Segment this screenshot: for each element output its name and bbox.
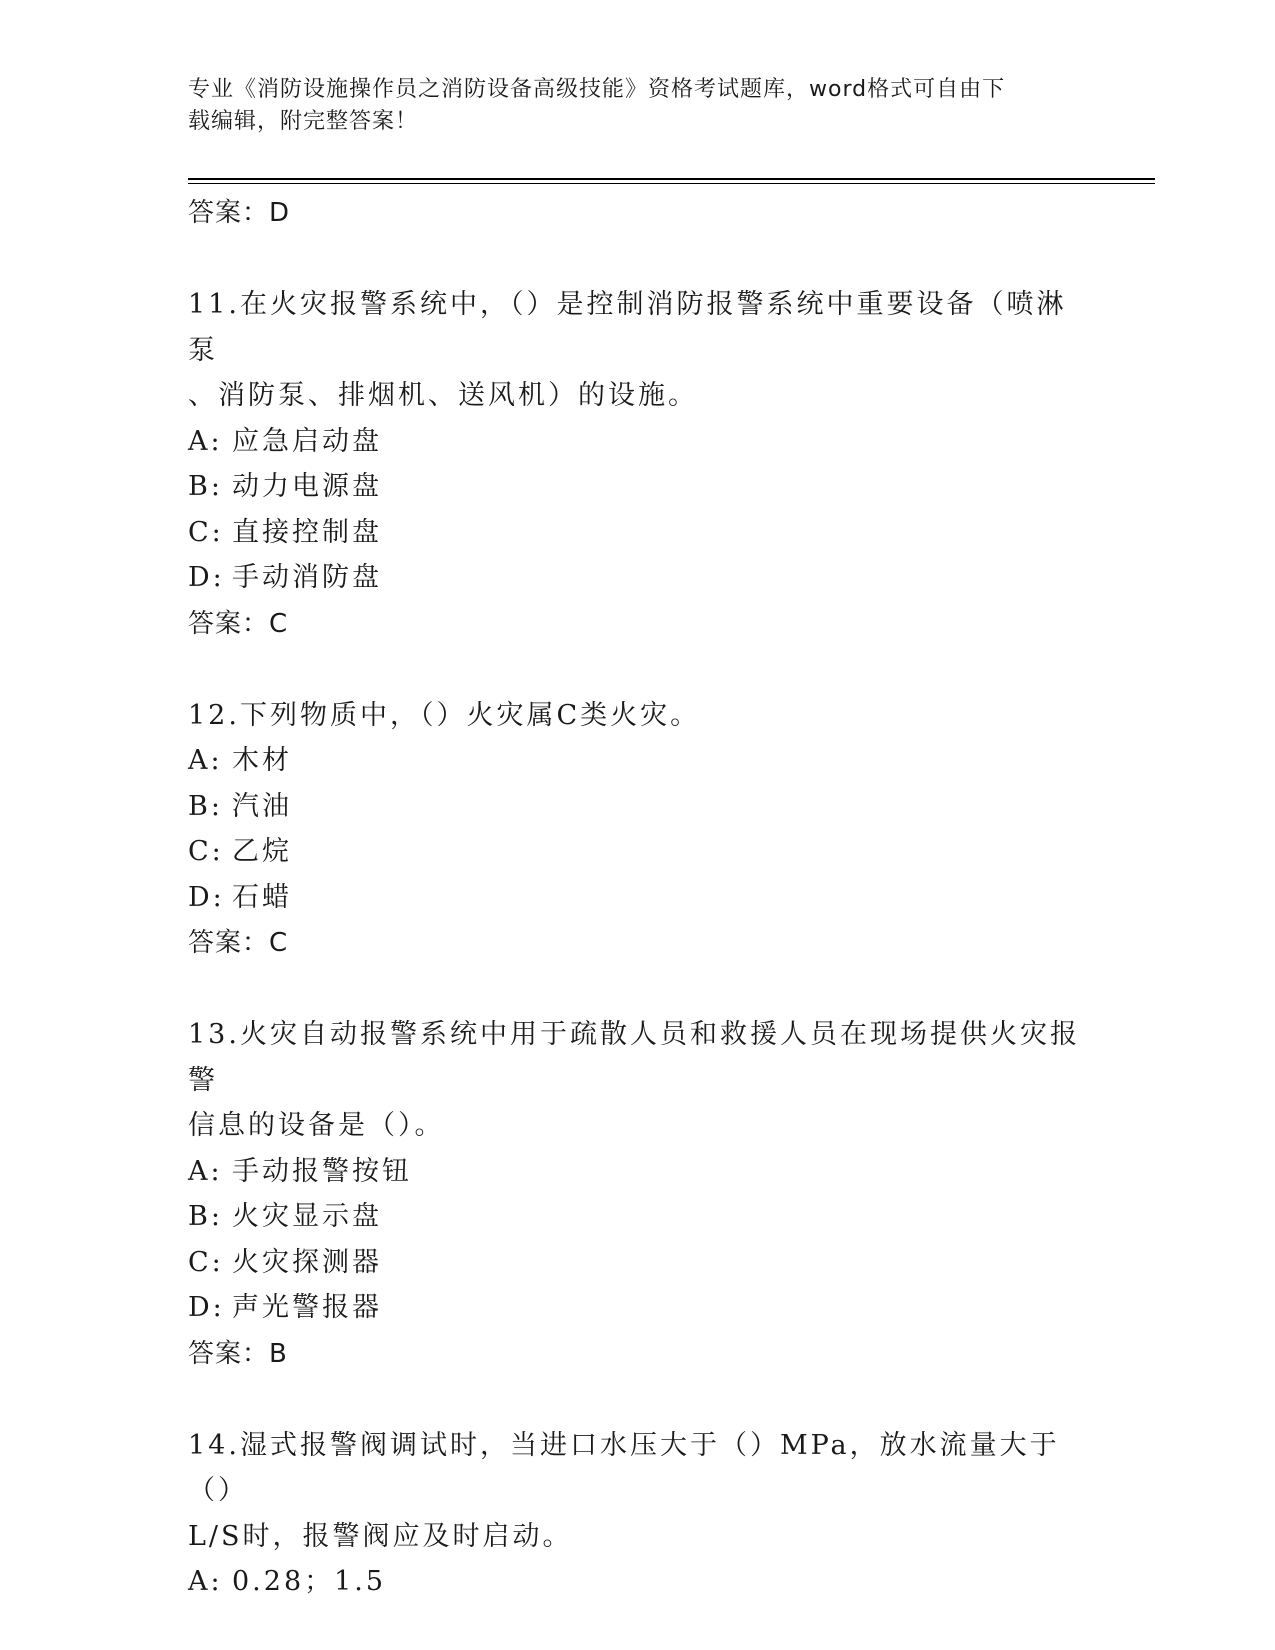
option-d xyxy=(188,1285,1088,1331)
question-stem xyxy=(188,1012,1088,1149)
option-text: 声光警报器 xyxy=(232,1292,382,1323)
option-text: 乙烷 xyxy=(232,836,292,867)
answer-line: 答案：C xyxy=(188,928,289,958)
answer-line: 答案：C xyxy=(188,608,289,639)
option-b xyxy=(188,784,1088,830)
question-stem-line-1: 11.在火灾报警系统中，（）是控制消防报警系统中重要设备（喷淋泵 xyxy=(188,289,1067,366)
option-text: 直接控制盘 xyxy=(232,516,382,548)
header-line-1: 专业《消防设施操作员之消防设备高级技能》资格考试题库，word格式可自由下 xyxy=(188,77,1006,102)
option-text: 木材 xyxy=(232,745,292,776)
option-b xyxy=(188,464,1088,510)
option-key: A: xyxy=(188,745,223,776)
option-key: B: xyxy=(188,1201,223,1232)
question-12 xyxy=(188,693,1088,967)
option-key: A: xyxy=(188,1155,223,1187)
option-text: 汽油 xyxy=(232,790,292,822)
question-stem-line-1: 13.火灾自动报警系统中用于疏散人员和救援人员在现场提供火灾报警 xyxy=(188,1019,1080,1096)
option-d xyxy=(188,875,1088,921)
option-text: 石蜡 xyxy=(232,881,292,913)
option-c xyxy=(188,829,1088,875)
header-line-2: 载编辑，附完整答案！ xyxy=(188,109,419,134)
option-text: 应急启动盘 xyxy=(232,425,382,457)
answer-line: 答案：B xyxy=(188,1338,288,1369)
question-stem xyxy=(188,693,1088,739)
question-stem-line-2: L/S时，报警阀应及时启动。 xyxy=(188,1520,573,1552)
question-stem-line-2: 、消防泵、排烟机、送风机）的设施。 xyxy=(188,380,698,411)
question-11 xyxy=(188,282,1088,647)
option-a xyxy=(188,1149,1088,1195)
option-key: A: xyxy=(188,1566,223,1597)
question-stem-line-1: 12.下列物质中，（）火灾属C类火灾。 xyxy=(188,699,701,731)
question-stem xyxy=(188,282,1088,419)
option-c xyxy=(188,510,1088,556)
question-list xyxy=(188,190,1088,1605)
option-key: C: xyxy=(188,516,224,548)
document-header xyxy=(188,74,1068,138)
option-b xyxy=(188,1194,1088,1240)
option-c xyxy=(188,1240,1088,1286)
option-a xyxy=(188,419,1088,465)
option-a xyxy=(188,738,1088,784)
option-key: C: xyxy=(188,836,224,867)
option-key: D: xyxy=(188,562,225,593)
header-rule-thin xyxy=(188,183,1155,184)
option-text: 0.28；1.5 xyxy=(232,1566,387,1597)
header-rule-thick xyxy=(188,178,1155,180)
option-text: 动力电源盘 xyxy=(232,471,382,502)
option-key: A: xyxy=(188,425,223,457)
answer-line: 答案：D xyxy=(188,198,291,228)
question-13 xyxy=(188,1012,1088,1377)
question-stem-line-2: 信息的设备是（）。 xyxy=(188,1110,445,1141)
option-d xyxy=(188,555,1088,601)
question-stem xyxy=(188,1423,1088,1560)
option-key: D: xyxy=(188,881,225,913)
option-text: 火灾探测器 xyxy=(232,1246,382,1278)
option-key: D: xyxy=(188,1292,225,1323)
question-14 xyxy=(188,1423,1088,1605)
option-text: 火灾显示盘 xyxy=(232,1201,382,1232)
option-text: 手动报警按钮 xyxy=(232,1155,412,1187)
option-text: 手动消防盘 xyxy=(232,562,382,593)
option-a xyxy=(188,1559,1088,1605)
option-key: B: xyxy=(188,471,223,502)
option-key: C: xyxy=(188,1246,224,1278)
question-stem-line-1: 14.湿式报警阀调试时，当进口水压大于（）MPa，放水流量大于（） xyxy=(188,1429,1060,1506)
option-key: B: xyxy=(188,790,223,822)
